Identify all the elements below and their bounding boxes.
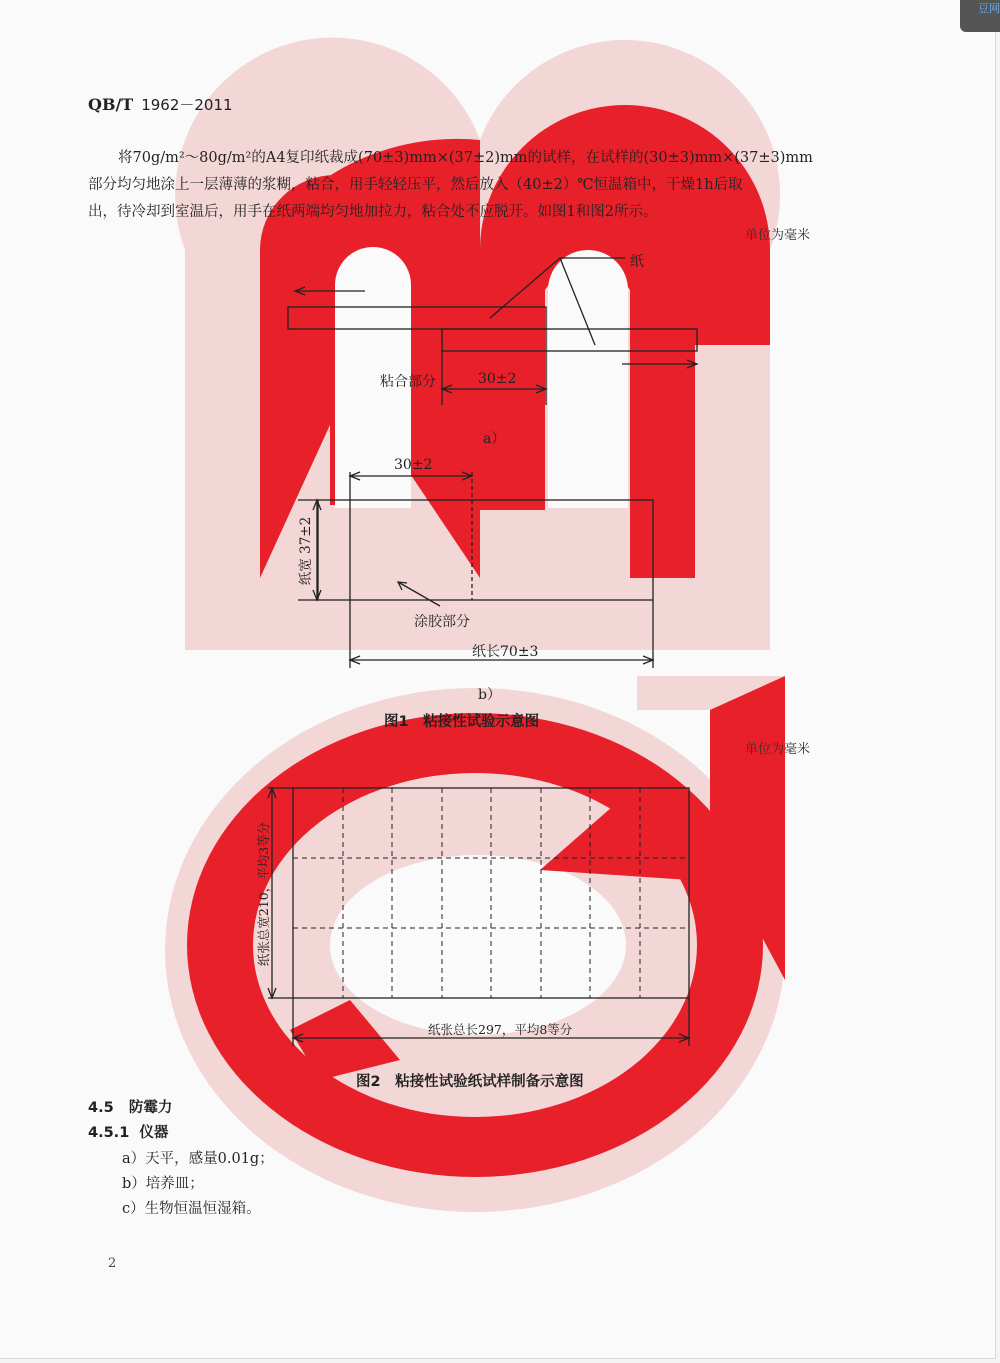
figure2-caption: 图2 粘接性试验纸试样制备示意图 [356, 1074, 584, 1090]
grid-lines [293, 788, 689, 998]
label-bond-part: 粘合部分 [380, 374, 436, 390]
paragraph-line: 部分均匀地涂上一层薄薄的浆糊，粘合，用手轻轻压平，然后放入（40±2）℃恒温箱中，干燥1h后取 [88, 177, 743, 193]
bond-dimension-value: 30±2 [478, 371, 517, 387]
subfigure-a-label: a） [483, 431, 506, 447]
sheet-length-value: 纸张总长297，平均8等分 [428, 1022, 573, 1037]
subsection-number: 4.5.1 [88, 1125, 130, 1141]
length-dimension-value: 纸长70±3 [472, 644, 539, 660]
list-item: c）生物恒温恒湿箱。 [122, 1201, 261, 1217]
standard-code: QB/T [88, 95, 134, 114]
top-dimension-value: 30±2 [394, 457, 433, 473]
page-number: 2 [108, 1256, 117, 1271]
subsection-title: 仪器 [139, 1125, 169, 1141]
label-paper: 纸 [630, 254, 644, 270]
sheet-width-value: 纸张总宽210，平均3等分 [256, 821, 271, 967]
corner-label: 豆网 [978, 2, 1000, 15]
list-item: b）培养皿； [122, 1176, 204, 1192]
section-number: 4.5 [88, 1100, 114, 1116]
standard-number: 1962－2011 [141, 96, 233, 114]
section-title: 防霉力 [128, 1100, 173, 1116]
section-heading [88, 1096, 172, 1117]
label-glue-part: 涂胶部分 [414, 614, 470, 630]
figure2-unit-note: 单位为毫米 [745, 742, 811, 757]
subsection-heading [88, 1121, 168, 1142]
paragraph-line: 出，待冷却到室温后，用手在纸两端均匀地加拉力，粘合处不应脱开。如图1和图2所示。 [88, 204, 658, 220]
figure1-caption: 图1 粘接性试验示意图 [384, 714, 540, 730]
list-item: a）天平，感量0.01g； [122, 1151, 274, 1167]
paragraph-line: 将70g/m²～80g/m²的A4复印纸裁成(70±3)mm×(37±2)mm的试样，在试样的(30±3)mm×(37±3)mm [118, 150, 813, 166]
figure1-unit-note: 单位为毫米 [745, 228, 811, 243]
subfigure-b-label: b） [478, 687, 501, 703]
width-dimension-value: 纸宽 37±2 [298, 516, 314, 586]
corner-badge[interactable] [960, 0, 1000, 32]
